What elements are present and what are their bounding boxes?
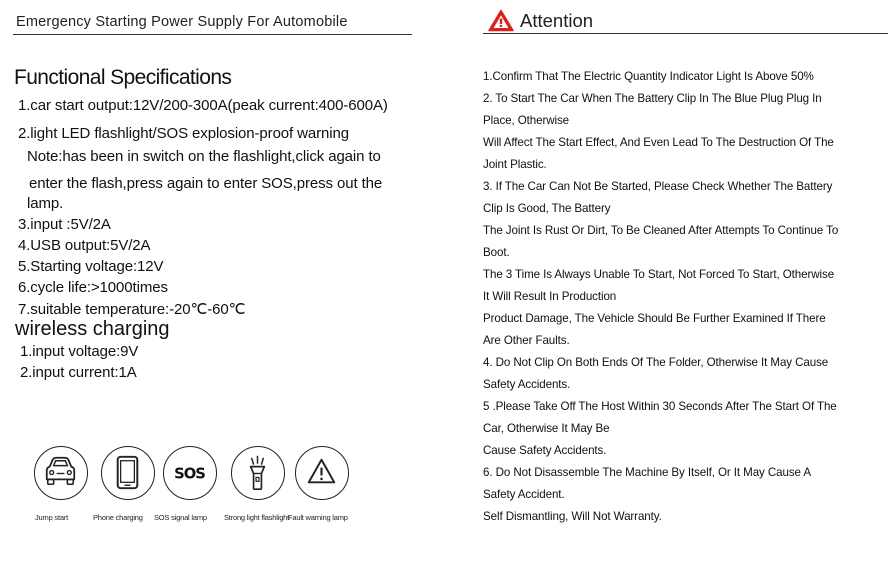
attention-line: Place, Otherwise: [483, 114, 570, 127]
title-divider: [13, 34, 412, 35]
attention-divider: [483, 33, 888, 34]
sos-glyph: SOS: [174, 465, 205, 483]
icon-label-fault-warning: Fault warning lamp: [288, 513, 348, 522]
attention-line: Car, Otherwise It May Be: [483, 422, 610, 435]
flashlight-icon: [231, 446, 285, 500]
attention-line: The 3 Time Is Always Unable To Start, Not Forced To Start, Otherwise: [483, 268, 835, 281]
spec-line: 2.light LED flashlight/SOS explosion-proof warning: [18, 125, 350, 142]
attention-line: 5 .Please Take Off The Host Within 30 Seconds After The Start Of The: [483, 400, 837, 413]
warning-triangle-icon-graphic: [296, 447, 347, 498]
wireless-spec-line: 1.input voltage:9V: [20, 343, 139, 360]
wireless-charging-heading: wireless charging: [15, 318, 170, 340]
warning-icon: [488, 9, 514, 32]
phone-icon-graphic: [102, 447, 153, 498]
attention-line: Boot.: [483, 246, 510, 259]
car-icon-graphic: [35, 447, 86, 498]
sos-icon-graphic: [164, 447, 215, 498]
icon-label-jump-start: Jump start: [35, 513, 69, 522]
attention-title: Attention: [520, 10, 594, 31]
flashlight-icon-graphic: [232, 447, 283, 498]
spec-note-line: Note:has been in switch on the flashlight,click again to: [27, 148, 381, 165]
specifications-heading: Functional Specifications: [14, 66, 232, 89]
attention-line: 2. To Start The Car When The Battery Clip In The Blue Plug Plug In: [483, 92, 822, 105]
attention-line: Cause Safety Accidents.: [483, 444, 607, 457]
attention-line: It Will Result In Production: [483, 290, 617, 303]
attention-line: 3. If The Car Can Not Be Started, Please Check Whether The Battery: [483, 180, 833, 193]
attention-line: Are Other Faults.: [483, 334, 570, 347]
attention-line: 6. Do Not Disassemble The Machine By Itself, Or It May Cause A: [483, 466, 812, 479]
icon-label-sos: SOS signal lamp: [154, 513, 207, 522]
phone-icon: [101, 446, 155, 500]
attention-line: Joint Plastic.: [483, 158, 547, 171]
attention-line: Safety Accidents.: [483, 378, 571, 391]
spec-line: 4.USB output:5V/2A: [18, 237, 151, 254]
icon-label-flashlight: Strong light flashlight: [224, 513, 290, 522]
car-icon: [34, 446, 88, 500]
warning-triangle-icon: [295, 446, 349, 500]
attention-line: 4. Do Not Clip On Both Ends Of The Folder, Otherwise It May Cause: [483, 356, 829, 369]
sos-icon: [163, 446, 217, 500]
spec-line: 3.input :5V/2A: [18, 216, 111, 233]
attention-line: Clip Is Good, The Battery: [483, 202, 611, 215]
spec-line: 1.car start output:12V/200-300A(peak current:400-600A): [18, 97, 388, 114]
spec-line: 6.cycle life:>1000times: [18, 279, 168, 296]
spec-note-line: enter the flash,press again to enter SOS,press out the: [29, 175, 383, 192]
attention-line: Self Dismantling, Will Not Warranty.: [483, 510, 662, 523]
spec-note-line: lamp.: [27, 195, 64, 212]
document-title: Emergency Starting Power Supply For Automobile: [16, 14, 348, 30]
spec-line: 5.Starting voltage:12V: [18, 258, 164, 275]
attention-line: 1.Confirm That The Electric Quantity Indicator Light Is Above 50%: [483, 70, 814, 83]
wireless-spec-line: 2.input current:1A: [20, 364, 137, 381]
attention-panel: [470, 0, 892, 572]
attention-line: Safety Accident.: [483, 488, 565, 501]
spec-line: 7.suitable temperature:-20℃-60℃: [18, 301, 246, 318]
attention-line: Will Affect The Start Effect, And Even Lead To The Destruction Of The: [483, 136, 834, 149]
specifications-panel: [0, 0, 440, 572]
icon-label-phone-charging: Phone charging: [93, 513, 143, 522]
attention-line: Product Damage, The Vehicle Should Be Further Examined If There: [483, 312, 826, 325]
attention-line: The Joint Is Rust Or Dirt, To Be Cleaned After Attempts To Continue To: [483, 224, 839, 237]
